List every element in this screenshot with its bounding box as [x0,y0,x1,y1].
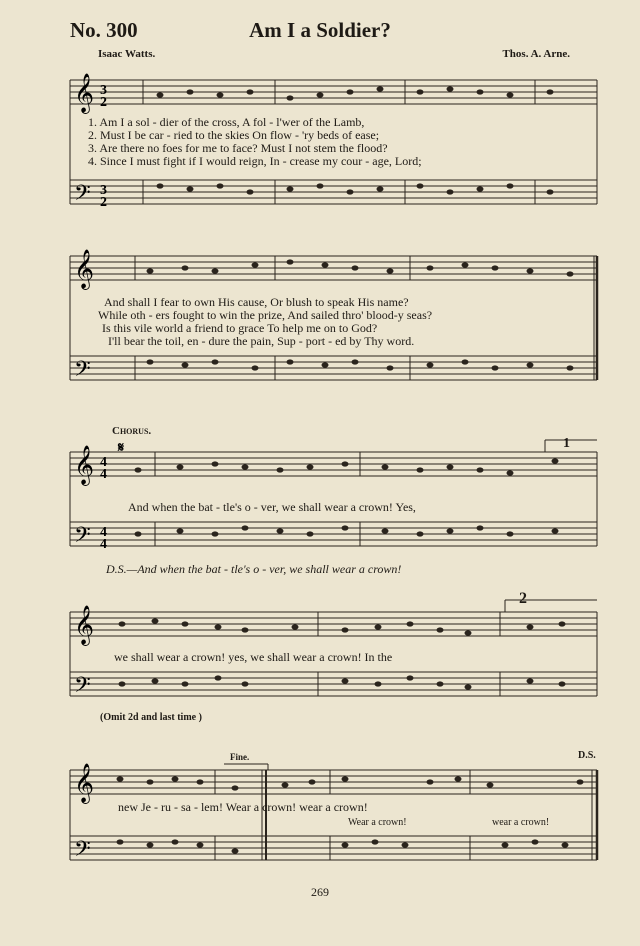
svg-text:𝄞: 𝄞 [74,445,95,485]
bass-wear-crown-1: Wear a crown! [348,817,407,828]
verse-4-line-1: 4. Since I must fight if I would reign, In - crease my cour - age, Lord; [88,154,422,168]
verse-1-line-2: And shall I fear to own His cause, Or blush to speak His name? [104,295,409,309]
svg-text:𝄞: 𝄞 [74,763,95,803]
music-credit: Thos. A. Arne. [502,48,570,60]
svg-text:2: 2 [100,195,107,210]
second-ending-number: 2 [519,590,527,607]
verse-3-line-1: 3. Are there no foes for me to face? Must I not stem the flood? [88,141,388,155]
bass-staff-1 [70,180,597,204]
svg-text:4: 4 [100,537,107,552]
first-ending-number: 1 [563,436,570,451]
svg-text:4: 4 [100,455,107,470]
svg-text:3: 3 [100,83,107,98]
bass-staff-4 [70,672,597,696]
hymn-title: Am I a Soldier? [249,18,391,42]
words-credit: Isaac Watts. [98,48,156,60]
chorus-label: Chorus. [112,425,152,437]
bass-staff-3 [70,522,597,546]
svg-text:𝄢: 𝄢 [74,837,91,867]
omit-note: (Omit 2d and last time ) [100,712,202,723]
hymn-number: No. 300 [70,18,138,42]
svg-text:𝄢: 𝄢 [74,523,91,553]
verse-3-line-2: Is this vile world a friend to grace To help me on to God? [102,321,378,335]
chorus-lyric-2: we shall wear a crown! yes, we shall wear a crown! In the [114,650,393,664]
verse-2-line-1: 2. Must I be car - ried to the skies On flow - 'ry beds of ease; [88,128,380,142]
chorus-lyric-1: And when the bat - tle's o - ver, we shall wear a crown! Yes, [128,500,416,514]
ds-lyric: D.S.—And when the bat - tle's o - ver, we shall wear a crown! [106,562,402,576]
verse-1-line-1: 1. Am I a sol - dier of the cross, A fol - l'wer of the Lamb, [88,115,365,129]
svg-text:4: 4 [100,467,107,482]
treble-staff-2 [70,256,597,280]
treble-staff-4 [70,612,597,636]
bass-staff-5 [70,836,597,860]
page-number: 269 [311,885,329,899]
svg-text:𝄢: 𝄢 [74,357,91,387]
chorus-lyric-3: new Je - ru - sa - lem! Wear a crown! wear a crown! [118,800,368,814]
svg-text:2: 2 [100,95,107,110]
fine-marking: Fine. [230,752,250,762]
bass-wear-crown-2: wear a crown! [492,817,550,828]
treble-staff-3 [70,452,597,476]
svg-text:3: 3 [100,183,107,198]
verse-2-line-2: While oth - ers fought to win the prize, And sailed thro' blood-y seas? [98,308,433,322]
svg-text:𝄢: 𝄢 [74,181,91,211]
svg-text:𝄋: 𝄋 [118,441,125,456]
svg-text:4: 4 [100,525,107,540]
svg-text:𝄞: 𝄞 [74,73,95,113]
treble-staff-1 [70,80,597,104]
svg-text:𝄢: 𝄢 [74,673,91,703]
svg-text:𝄞: 𝄞 [74,249,95,289]
music-system-5 [0,748,640,883]
ds-marking: D.S. [578,750,596,761]
music-system-3 [0,430,640,560]
verse-4-line-2: I'll bear the toil, en - dure the pain, Sup - port - ed by Thy word. [108,334,415,348]
svg-text:𝄞: 𝄞 [74,605,95,645]
